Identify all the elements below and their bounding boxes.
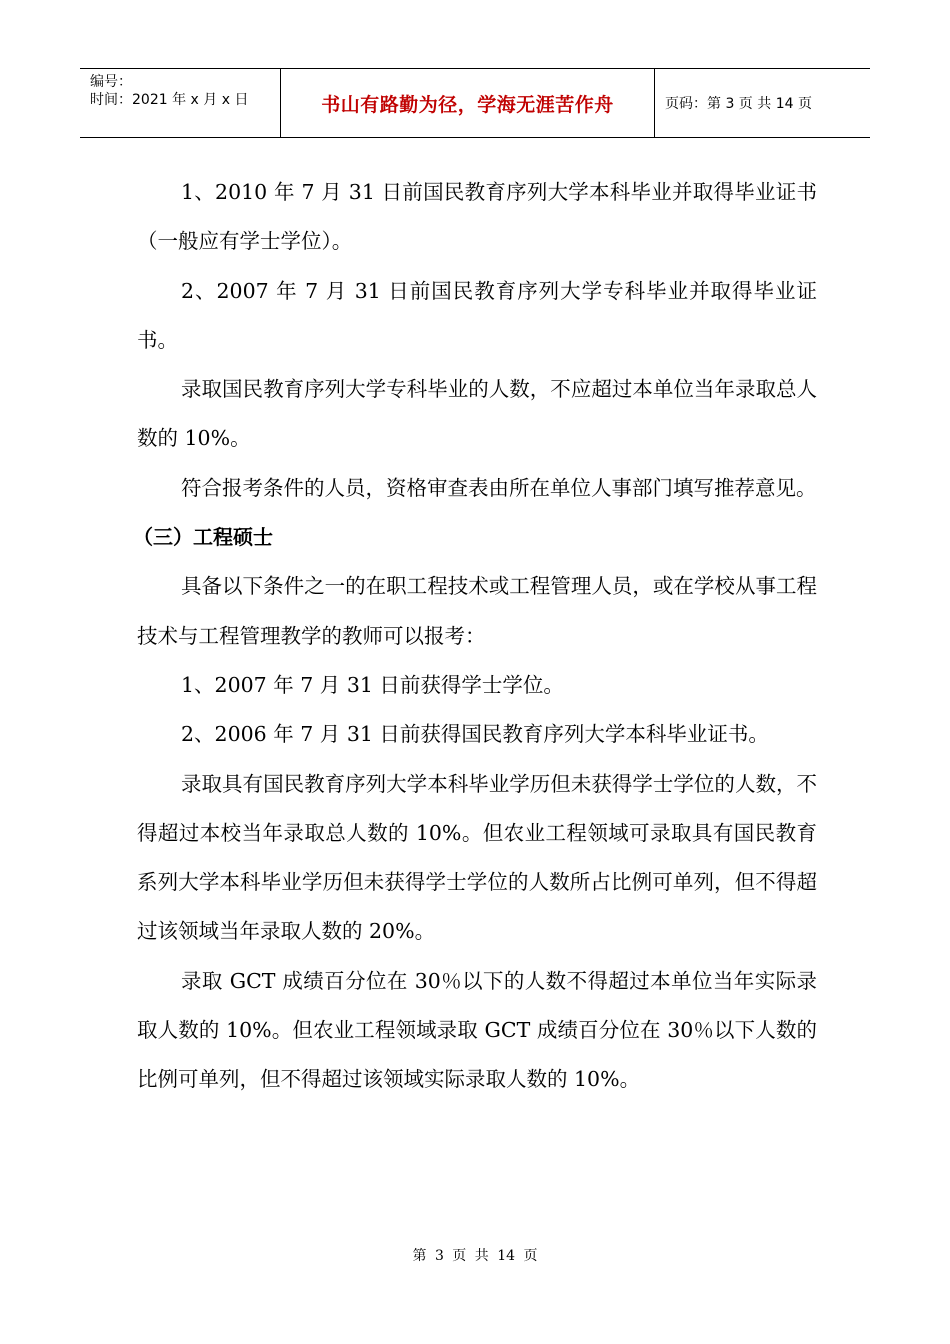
page-header xyxy=(80,68,870,138)
paragraph: 录取具有国民教育序列大学本科毕业学历但未获得学士学位的人数，不得超过本校当年录取总人数的 10%。但农业工程领域可录取具有国民教育系列大学本科毕业学历但未获得学士学位的人数所占比例可单列，但不得超过该领域当年录取人数的 20%。 xyxy=(137,771,817,944)
page-info: 页码：第 3 页 共 14 页 xyxy=(665,96,812,112)
paragraph: 录取 GCT 成绩百分位在 30％以下的人数不得超过本单位当年实际录取人数的 10%。但农业工程领域录取 GCT 成绩百分位在 30％以下人数的比例可单列，但不得超过该领域实际录取人数的 10%。 xyxy=(137,968,817,1092)
section-heading: （三）工程硕士 xyxy=(133,525,273,550)
paragraph: 2、2007 年 7 月 31 日前国民教育序列大学专科毕业并取得毕业证书。 xyxy=(137,278,817,352)
paragraph: 1、2007 年 7 月 31 日前获得学士学位。 xyxy=(181,672,564,697)
header-left-cell xyxy=(80,69,281,137)
paragraph: 录取国民教育序列大学专科毕业的人数，不应超过本单位当年录取总人数的 10%。 xyxy=(137,377,817,451)
motto: 书山有路勤为径，学海无涯苦作舟 xyxy=(281,69,655,137)
date-label: 时间：2021 年 x 月 x 日 xyxy=(90,92,249,108)
paragraph: 具备以下条件之一的在职工程技术或工程管理人员，或在学校从事工程技术与工程管理教学的教师可以报考： xyxy=(137,574,817,648)
paragraph: 1、2010 年 7 月 31 日前国民教育序列大学本科毕业并取得毕业证书（一般应有学士学位）。 xyxy=(137,180,817,254)
paragraph: 2、2006 年 7 月 31 日前获得国民教育序列大学本科毕业证书。 xyxy=(181,722,769,747)
document-body xyxy=(133,168,817,1105)
paragraph: 符合报考条件的人员，资格审查表由所在单位人事部门填写推荐意见。 xyxy=(181,475,817,500)
number-label: 编号： xyxy=(90,74,132,90)
page-footer: 第 3 页 共 14 页 xyxy=(412,1248,538,1264)
